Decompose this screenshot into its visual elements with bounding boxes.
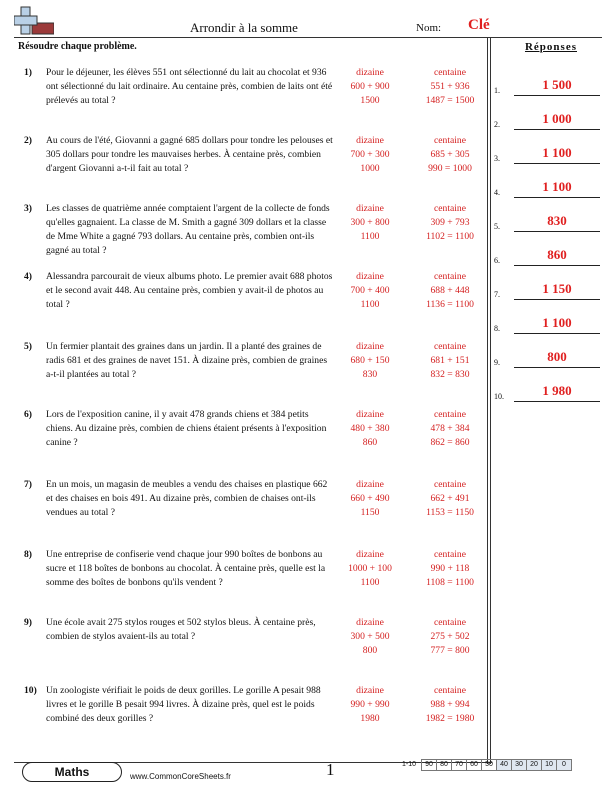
work-label: dizaine: [356, 409, 384, 420]
work-expression: 300 + 800: [350, 217, 390, 228]
problem-number: 4): [24, 271, 32, 282]
work-label: dizaine: [356, 67, 384, 78]
answer-value: 1 100: [542, 179, 572, 194]
work-result: 800: [362, 645, 378, 656]
problem-text: Alessandra parcourait de vieux albums photo. Le premier avait 688 photos et le second avait 448. Au centaine près, combien y avait-il de photos au total ?: [46, 271, 333, 310]
work-result: 1982 = 1980: [425, 713, 475, 724]
work-label: centaine: [434, 203, 466, 214]
problem-text: Un zoologiste vérifiait le poids de deux gorilles. Le gorille A pesait 988 livres et le gorille B pesait 994 livres. À dizaine près, quel est le poids combiné des deux gorilles ?: [46, 685, 321, 724]
instructions: Résoudre chaque problème.: [18, 41, 137, 52]
problem-number: 10): [24, 685, 37, 696]
answer-key-label: Clé: [468, 17, 490, 33]
answer-line: [514, 95, 600, 96]
work-expression: 478 + 384: [430, 423, 470, 434]
rounding-work-first: [330, 66, 410, 108]
work-label: centaine: [434, 549, 466, 560]
work-expression: 662 + 491: [430, 493, 470, 504]
work-result: 832 = 830: [430, 369, 470, 380]
answer-line: [514, 367, 600, 368]
problem-text: Au cours de l'été, Giovanni a gagné 685 dollars pour tondre les pelouses et 305 dollars pour tondre les mauvaises herbes. À centaine près, combien d'argent Giovanni a-t-il fait au total ?: [46, 135, 333, 174]
rounding-work-first: [330, 684, 410, 726]
problem-number: 8): [24, 549, 32, 560]
work-expression: 688 + 448: [430, 285, 470, 296]
problem-text: Une entreprise de confiserie vend chaque jour 990 boîtes de bonbons au sucre et 118 boîtes de bonbons au chocolat. À centaine près, quelle est la somme des boîtes de bonbons qu'ils vendent ?: [46, 549, 326, 588]
work-label: dizaine: [356, 617, 384, 628]
answer-value: 1 150: [542, 281, 572, 296]
problem-text: Lors de l'exposition canine, il y avait 478 grands chiens et 384 petits chiens. Au dizaine près, combien de chiens étaient présents à l'exposition canine ?: [46, 409, 327, 448]
score-scale-label: 1-10: [401, 761, 416, 768]
answer-line: [514, 197, 600, 198]
answer-row: [494, 168, 606, 198]
work-expression: 300 + 500: [350, 631, 390, 642]
rounding-work-second: [410, 134, 490, 176]
work-expression: 309 + 793: [430, 217, 470, 228]
rounding-work-first: [330, 478, 410, 520]
worksheet-title: Arrondir à la somme: [190, 20, 298, 35]
answer-row: [494, 66, 606, 96]
rounding-work-second: [410, 202, 490, 244]
work-label: dizaine: [356, 549, 384, 560]
rounding-work-first: [330, 134, 410, 176]
rounding-work-first: [330, 340, 410, 382]
name-label: Nom:: [416, 22, 442, 34]
answer-row: [494, 100, 606, 130]
subject-badge: Maths: [22, 762, 122, 782]
answer-row: [494, 372, 606, 402]
score-scale: [396, 759, 572, 771]
work-label: dizaine: [356, 341, 384, 352]
work-result: 1487 = 1500: [425, 95, 475, 106]
work-result: 1102 = 1100: [426, 231, 474, 242]
work-expression: 681 + 151: [430, 355, 470, 366]
page-header: [0, 0, 612, 40]
answer-value: 1 000: [542, 111, 572, 126]
answer-line: [514, 163, 600, 164]
work-label: centaine: [434, 135, 466, 146]
rounding-work-second: [410, 408, 490, 450]
answer-value: 1 100: [542, 315, 572, 330]
work-label: centaine: [434, 409, 466, 420]
answer-number: 10.: [494, 392, 504, 401]
rounding-work-second: [410, 340, 490, 382]
plus-minus-icon: [14, 6, 54, 40]
rounding-work-second: [410, 684, 490, 726]
answer-number: 9.: [494, 358, 500, 367]
answer-line: [514, 401, 600, 402]
answer-number: 1.: [494, 86, 500, 95]
score-cell: 0: [556, 759, 572, 771]
answer-value: 800: [547, 349, 567, 364]
work-label: centaine: [434, 271, 466, 282]
rounding-work-first: [330, 202, 410, 244]
rounding-work-first: [330, 616, 410, 658]
work-expression: 480 + 380: [350, 423, 390, 434]
work-label: dizaine: [356, 479, 384, 490]
score-cell: 60: [466, 759, 482, 771]
work-result: 1153 = 1150: [426, 507, 474, 518]
work-expression: 700 + 300: [350, 149, 390, 160]
answer-row: [494, 134, 606, 164]
rounding-work-second: [410, 616, 490, 658]
work-result: 1980: [360, 713, 380, 724]
score-cell: 10: [541, 759, 557, 771]
work-result: 990 = 1000: [428, 163, 472, 174]
work-expression: 680 + 150: [350, 355, 390, 366]
answer-number: 2.: [494, 120, 500, 129]
problem-number: 6): [24, 409, 32, 420]
rounding-work-second: [410, 548, 490, 590]
answer-value: 1 500: [542, 77, 572, 92]
answer-number: 3.: [494, 154, 500, 163]
answer-value: 1 980: [542, 383, 572, 398]
answer-line: [514, 333, 600, 334]
work-expression: 660 + 490: [350, 493, 390, 504]
work-expression: 275 + 502: [430, 631, 470, 642]
score-cell: 30: [511, 759, 527, 771]
answer-line: [514, 299, 600, 300]
problem-text: Un fermier plantait des graines dans un jardin. Il a planté des graines de radis 681 et des graines de navet 151. À dizaine près, combien de graines a-t-il plantées au total ?: [46, 341, 328, 380]
work-result: 860: [362, 437, 378, 448]
problem-text: Les classes de quatrième année comptaient l'argent de la collecte de fonds qu'elles gagnaient. La classe de M. Smith a gagné 309 dollars et la classe de Mme White a gagné 793 dollars. Au centaine près, combien ont-ils gagné au total ?: [46, 203, 330, 256]
problem-number: 5): [24, 341, 32, 352]
rounding-work-first: [330, 548, 410, 590]
website-link[interactable]: www.CommonCoreSheets.fr: [130, 772, 231, 781]
answer-number: 8.: [494, 324, 500, 333]
answer-row: [494, 236, 606, 266]
answer-value: 860: [547, 247, 567, 262]
work-expression: 990 + 118: [430, 563, 470, 574]
problem-number: 2): [24, 135, 32, 146]
work-label: centaine: [434, 67, 466, 78]
rounding-work-second: [410, 478, 490, 520]
work-result: 1136 = 1100: [426, 299, 474, 310]
work-result: 1100: [360, 299, 380, 310]
answer-line: [514, 129, 600, 130]
work-label: dizaine: [356, 135, 384, 146]
rounding-work-first: [330, 270, 410, 312]
work-result: 1000: [360, 163, 380, 174]
work-expression: 600 + 900: [350, 81, 390, 92]
problem-number: 9): [24, 617, 32, 628]
rounding-work-first: [330, 408, 410, 450]
work-result: 1500: [360, 95, 380, 106]
problem-number: 1): [24, 67, 32, 78]
work-expression: 988 + 994: [430, 699, 470, 710]
work-result: 1150: [360, 507, 380, 518]
answer-row: [494, 270, 606, 300]
answers-heading: Réponses: [524, 41, 577, 53]
header-divider: [14, 37, 602, 38]
work-label: dizaine: [356, 271, 384, 282]
problem-number: 7): [24, 479, 32, 490]
work-result: 1100: [360, 577, 380, 588]
answer-number: 4.: [494, 188, 500, 197]
answer-value: 1 100: [542, 145, 572, 160]
work-expression: 700 + 400: [350, 285, 390, 296]
score-cell: 40: [496, 759, 512, 771]
work-expression: 685 + 305: [430, 149, 470, 160]
work-label: dizaine: [356, 203, 384, 214]
problem-text: En un mois, un magasin de meubles a vendu des chaises en plastique 662 et des chaises en bois 491. Au dizaine près, combien de chaises ont-ils vendues au total ?: [46, 479, 328, 518]
work-result: 862 = 860: [430, 437, 470, 448]
rounding-work-second: [410, 66, 490, 108]
rounding-work-second: [410, 270, 490, 312]
answer-row: [494, 202, 606, 232]
score-cell: 50: [481, 759, 497, 771]
answer-line: [514, 231, 600, 232]
score-cell: 20: [526, 759, 542, 771]
answer-number: 6.: [494, 256, 500, 265]
score-cell: 80: [436, 759, 452, 771]
work-label: centaine: [434, 479, 466, 490]
answer-value: 830: [547, 213, 567, 228]
work-result: 777 = 800: [430, 645, 470, 656]
answers-divider-inner: [490, 38, 491, 764]
work-result: 1108 = 1100: [426, 577, 474, 588]
score-cell: 90: [421, 759, 437, 771]
work-label: centaine: [434, 341, 466, 352]
work-result: 830: [362, 369, 378, 380]
problem-number: 3): [24, 203, 32, 214]
work-label: dizaine: [356, 685, 384, 696]
score-cell: 70: [451, 759, 467, 771]
work-label: centaine: [434, 617, 466, 628]
answer-row: [494, 304, 606, 334]
work-expression: 1000 + 100: [348, 563, 392, 574]
answer-number: 5.: [494, 222, 500, 231]
problem-text: Une école avait 275 stylos rouges et 502 stylos bleus. À centaine près, combien de stylos avaient-ils au total ?: [46, 617, 316, 642]
work-result: 1100: [360, 231, 380, 242]
work-expression: 551 + 936: [430, 81, 470, 92]
answer-line: [514, 265, 600, 266]
work-expression: 990 + 990: [350, 699, 390, 710]
problem-text: Pour le déjeuner, les élèves 551 ont sélectionné du lait au chocolat et 936 ont sélectionné du lait ordinaire. Au centaine près, combien de laits ont été prélevés au total ?: [46, 67, 333, 106]
work-label: centaine: [434, 685, 466, 696]
page-number: 1: [326, 760, 335, 779]
answer-row: [494, 338, 606, 368]
answer-number: 7.: [494, 290, 500, 299]
